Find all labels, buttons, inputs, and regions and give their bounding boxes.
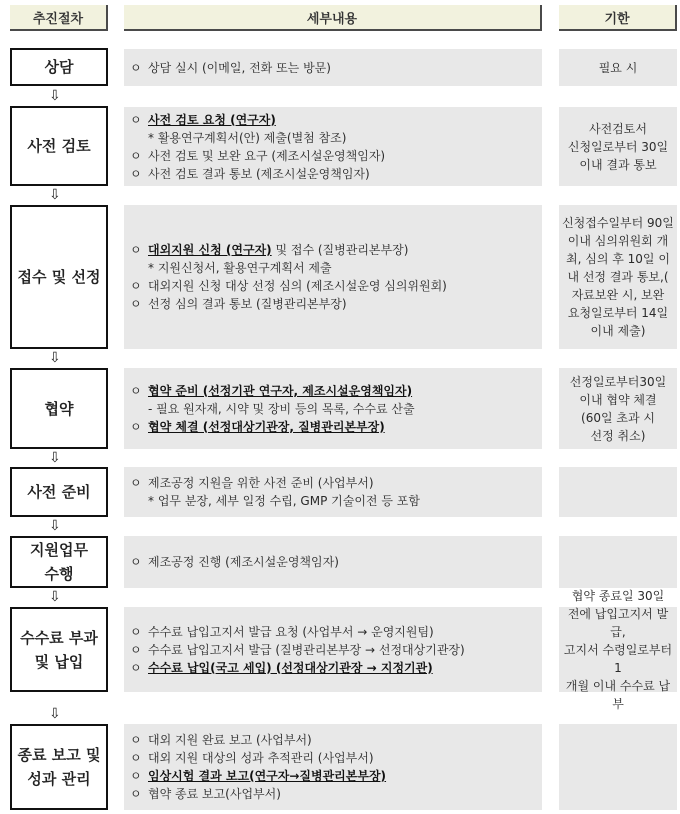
detail-line — [130, 111, 536, 129]
step-box: 지원업무 수행 — [10, 536, 108, 588]
step-box: 접수 및 선정 — [10, 205, 108, 349]
detail-box — [124, 536, 542, 588]
detail-line — [130, 59, 536, 77]
down-arrow-icon: ⇩ — [49, 187, 61, 203]
detail-line — [130, 295, 536, 313]
detail-line — [130, 400, 536, 418]
bullet-icon: ㅇ — [130, 476, 142, 490]
detail-line — [130, 241, 536, 259]
detail-text: 상담 실시 (이메일, 전화 또는 방문) — [148, 60, 331, 75]
detail-line — [130, 382, 536, 400]
bullet-icon: ㅇ — [130, 148, 142, 163]
detail-box — [124, 368, 542, 449]
bullet-icon: ㅇ — [130, 166, 142, 181]
detail-emphasis: 협약 준비 (선정기관 연구자, 제조시설운영책임자) — [148, 383, 413, 398]
bullet-icon: ㅇ — [130, 751, 142, 765]
detail-line — [130, 165, 536, 183]
detail-emphasis: 임상시험 결과 보고(연구자→질병관리본부장) — [148, 769, 387, 783]
detail-line — [130, 129, 536, 147]
deadline-box: 필요 시 — [559, 49, 677, 86]
detail-text: 사전 검토 및 보완 요구 (제조시설운영책임자) — [148, 148, 386, 163]
header-deadline: 기한 — [559, 5, 677, 31]
deadline-box — [559, 724, 677, 810]
bullet-icon: ㅇ — [130, 660, 142, 675]
detail-box — [124, 607, 542, 692]
detail-emphasis: 대외지원 신청 (연구자) — [148, 243, 272, 257]
detail-emphasis: 협약 체결 (선정대상기관장, 질병관리본부장) — [148, 419, 385, 434]
detail-text: - 필요 원자재, 시약 및 장비 등의 목록, 수수료 산출 — [148, 401, 415, 416]
bullet-icon: ㅇ — [130, 112, 142, 127]
bullet-icon: ㅇ — [130, 769, 142, 783]
detail-emphasis: 수수료 납입(국고 세입) (선정대상기관장 → 지정기관) — [148, 660, 433, 675]
bullet-icon: ㅇ — [130, 243, 142, 257]
down-arrow-icon: ⇩ — [49, 450, 61, 466]
bullet-icon: ㅇ — [130, 787, 142, 801]
step-box: 사전 검토 — [10, 106, 108, 186]
detail-emphasis: 사전 검토 요청 (연구자) — [148, 112, 276, 127]
detail-line — [130, 785, 536, 803]
down-arrow-icon: ⇩ — [49, 518, 61, 534]
bullet-icon: ㅇ — [130, 624, 142, 639]
detail-text: 선정 심의 결과 통보 (질병관리본부장) — [148, 297, 347, 311]
detail-line — [130, 659, 536, 677]
bullet-icon: ㅇ — [130, 279, 142, 293]
detail-box — [124, 467, 542, 517]
detail-line — [130, 474, 536, 492]
detail-text: 대외 지원 대상의 성과 추적관리 (사업부서) — [148, 751, 374, 765]
detail-text: 및 접수 (질병관리본부장) — [271, 243, 409, 257]
detail-line — [130, 147, 536, 165]
detail-line — [130, 259, 536, 277]
step-box: 수수료 부과 및 납입 — [10, 607, 108, 692]
detail-box — [124, 49, 542, 86]
step-box: 상담 — [10, 48, 108, 86]
header-detail: 세부내용 — [124, 5, 542, 31]
step-box: 사전 준비 — [10, 467, 108, 517]
detail-box — [124, 107, 542, 186]
detail-line — [130, 641, 536, 659]
detail-text: 수수료 납입고지서 발급 요청 (사업부서 → 운영지원팀) — [148, 624, 434, 639]
detail-line — [130, 731, 536, 749]
bullet-icon: ㅇ — [130, 733, 142, 747]
detail-text: * 지원신청서, 활용연구계획서 제출 — [148, 261, 332, 275]
detail-text: * 업무 분장, 세부 일정 수립, GMP 기술이전 등 포함 — [148, 494, 420, 508]
detail-box — [124, 724, 542, 810]
bullet-icon: ㅇ — [130, 555, 142, 569]
detail-line — [130, 418, 536, 436]
detail-line — [130, 767, 536, 785]
header-step: 추진절차 — [10, 5, 108, 31]
bullet-icon: ㅇ — [130, 419, 142, 434]
detail-text: 대외 지원 완료 보고 (사업부서) — [148, 733, 312, 747]
detail-text: 협약 종료 보고(사업부서) — [148, 787, 281, 801]
deadline-box: 사전검토서 신청일로부터 30일 이내 결과 통보 — [559, 107, 677, 186]
bullet-icon: ㅇ — [130, 383, 142, 398]
down-arrow-icon: ⇩ — [49, 589, 61, 605]
detail-text: 제조공정 진행 (제조시설운영책임자) — [148, 555, 339, 569]
detail-line — [130, 553, 536, 571]
detail-text: 대외지원 신청 대상 선정 심의 (제조시설운영 심의위원회) — [148, 279, 447, 293]
detail-line — [130, 749, 536, 767]
bullet-icon: ㅇ — [130, 642, 142, 657]
detail-line — [130, 277, 536, 295]
detail-line — [130, 492, 536, 510]
deadline-box — [559, 467, 677, 517]
deadline-box: 협약 종료일 30일 전에 납입고지서 발급, 고지서 수령일로부터 1 개월 이내 수수료 납부 — [559, 607, 677, 692]
detail-text: 수수료 납입고지서 발급 (질병관리본부장 → 선정대상기관장) — [148, 642, 465, 657]
deadline-box: 신청접수일부터 90일 이내 심의위원회 개 최, 심의 후 10일 이 내 선정 결과 통보,( 자료보완 시, 보완 요청일로부터 14일 이내 제출) — [559, 205, 677, 349]
down-arrow-icon: ⇩ — [49, 706, 61, 722]
down-arrow-icon: ⇩ — [49, 350, 61, 366]
down-arrow-icon: ⇩ — [49, 88, 61, 104]
detail-text: 제조공정 지원을 위한 사전 준비 (사업부서) — [148, 476, 374, 490]
step-box: 종료 보고 및 성과 관리 — [10, 724, 108, 810]
step-box: 협약 — [10, 368, 108, 449]
detail-box — [124, 205, 542, 349]
detail-text: * 활용연구계획서(안) 제출(별첨 참조) — [148, 130, 347, 145]
detail-line — [130, 623, 536, 641]
bullet-icon: ㅇ — [130, 297, 142, 311]
detail-text: 사전 검토 결과 통보 (제조시설운영책임자) — [148, 166, 370, 181]
deadline-box — [559, 536, 677, 588]
bullet-icon: ㅇ — [130, 60, 142, 75]
deadline-box: 선정일로부터30일 이내 협약 체결 (60일 초과 시 선정 취소) — [559, 368, 677, 449]
